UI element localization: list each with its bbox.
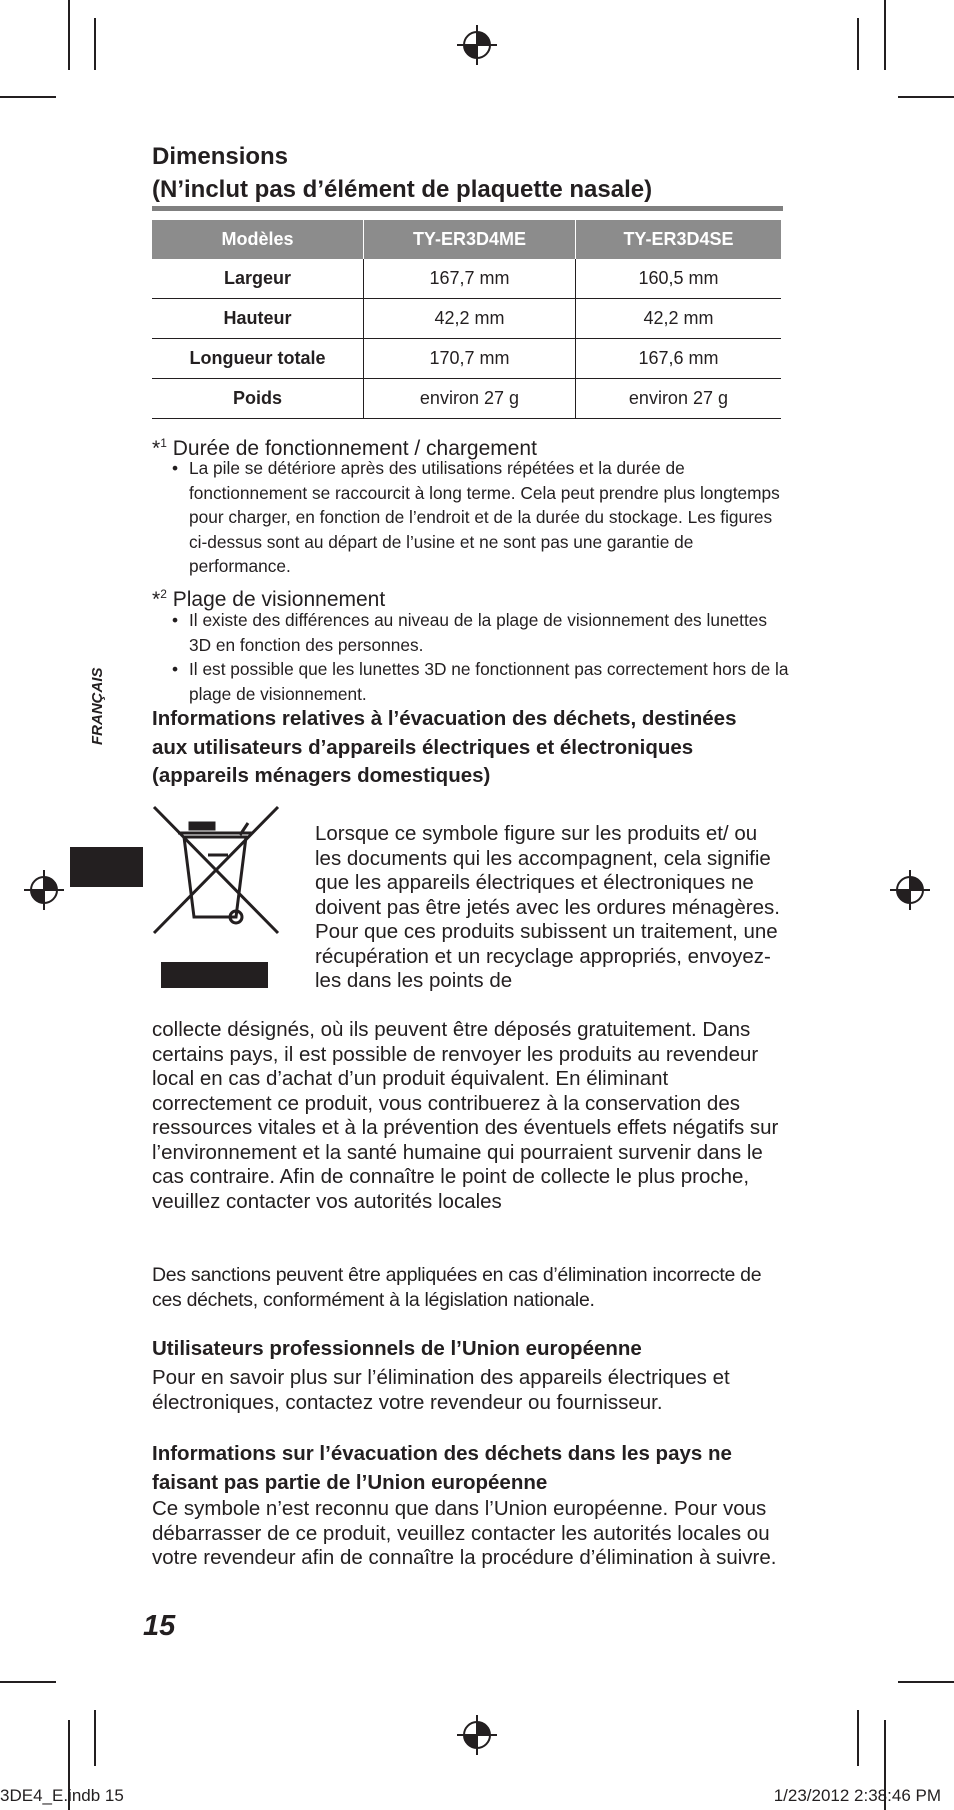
slug-timestamp: 1/23/2012 2:38:46 PM (773, 1786, 941, 1805)
table-header-row (152, 220, 781, 259)
dimensions-table (152, 220, 781, 419)
sanctions-paragraph: Des sanctions peuvent être appliquées en cas d’élimination incorrecte de ces déchets, conformément à la législation nationale. (152, 1264, 762, 1311)
registration-mark-icon (24, 870, 64, 910)
column-header: TY-ER3D4SE (575, 220, 781, 259)
registration-mark-icon (457, 25, 497, 65)
page-title (152, 140, 652, 206)
table-row (152, 259, 781, 299)
footnote-number: 2 (160, 587, 167, 601)
non-eu-heading: Informations sur l’évacuation des déchets dans les pays ne faisant pas partie de l’Union européenne (152, 1442, 732, 1494)
list-item: • Il est possible que les lunettes 3D ne fonctionnent pas correctement hors de la plage de visionnement. (152, 657, 792, 706)
disposal-paragraph-side: Lorsque ce symbole figure sur les produits et/ ou les documents qui les accompagnent, cela signifie que les appareils électriques et électroniques ne doivent pas être jetés avec les ordures ménagères. Pour que ces produits subissent un traitement, une récupération et un recyclage appropriés, envoyez-les dans les points de (315, 822, 780, 992)
crop-mark (0, 1681, 56, 1683)
table-cell: environ 27 g (575, 379, 781, 419)
registration-mark-icon (890, 870, 930, 910)
footnote-1-list (152, 456, 792, 579)
list-item: • La pile se détériore après des utilisations répétées et la durée de fonctionnement se raccourcit à long terme. Cela peut prendre plus longtemps pour charger, en fonction de l’endroit et de la durée du stockage. Les figures ci-dessus sont au départ de l’usine et ne sont pas une garantie de performance. (152, 456, 792, 579)
row-header: Longueur totale (152, 339, 364, 379)
table-row (152, 299, 781, 339)
crop-mark (898, 1681, 954, 1683)
footnote-2-list (152, 608, 792, 706)
table-cell: 42,2 mm (364, 299, 576, 339)
crop-mark (94, 1710, 96, 1766)
footnote-title: Durée de fonctionnement / chargement (172, 437, 537, 460)
column-header: TY-ER3D4ME (364, 220, 576, 259)
title-rule (152, 206, 783, 211)
footnote-marker: * (152, 437, 161, 460)
crop-mark (0, 96, 56, 98)
crop-mark (857, 1710, 859, 1766)
row-header: Largeur (152, 259, 364, 299)
row-header: Poids (152, 379, 364, 419)
table-row (152, 339, 781, 379)
footnote-marker: * (152, 588, 161, 611)
disposal-paragraph: collecte désignés, où ils peuvent être déposés gratuitement. Dans certains pays, il est possible de renvoyer les produits au revendeur local en cas d’achat d’un produit équivalent. En éliminant correctement ce produit, vous contribuerez à la conservation des ressources vitales et à la prévention des éventuels effets négatifs sur l’environnement et la santé humaine qui pourraient survenir dans le cas contraire. Afin de connaître le point de collecte le plus proche, veuillez contacter vos autorités locales (152, 1018, 779, 1213)
crop-mark (884, 0, 886, 70)
footnote-number: 1 (160, 436, 167, 450)
crossed-out-wheelie-bin-icon (152, 805, 280, 935)
table-cell: 170,7 mm (364, 339, 576, 379)
footnote-title: Plage de visionnement (172, 588, 386, 611)
table-row (152, 379, 781, 419)
table-cell: 42,2 mm (575, 299, 781, 339)
non-eu-paragraph: Ce symbole n’est reconnu que dans l’Union européenne. Pour vous débarrasser de ce produit, veuillez contacter les autorités locales ou votre revendeur afin de connaître la procédure d’élimination à suivre. (152, 1497, 777, 1569)
sidebar-tab (70, 847, 143, 887)
row-header: Hauteur (152, 299, 364, 339)
registration-mark-icon (457, 1715, 497, 1755)
table-cell: 167,7 mm (364, 259, 576, 299)
disposal-heading: Informations relatives à l’évacuation des déchets, destinées aux utilisateurs d’appareils électriques et électroniques (appareils ménagers domestiques) (152, 707, 737, 787)
pro-users-paragraph: Pour en savoir plus sur l’élimination des appareils électriques et électroniques, contactez votre revendeur ou fournisseur. (152, 1366, 730, 1414)
crop-mark (857, 18, 859, 70)
title-line-1: Dimensions (152, 143, 289, 170)
title-line-2: (N’inclut pas d’élément de plaquette nasale) (152, 176, 653, 203)
crop-mark (94, 18, 96, 70)
column-header: Modèles (152, 220, 364, 259)
crop-mark (898, 96, 954, 98)
symbol-bar (161, 962, 268, 988)
table-cell: environ 27 g (364, 379, 576, 419)
sidebar-language-label: FRANÇAIS (89, 667, 106, 745)
crop-mark (68, 0, 70, 70)
table-cell: 167,6 mm (575, 339, 781, 379)
page-number: 15 (143, 1610, 176, 1642)
pro-users-heading: Utilisateurs professionnels de l’Union européenne (152, 1337, 642, 1360)
slug-file: 3DE4_E.indb 15 (0, 1786, 124, 1805)
list-item: • Il existe des différences au niveau de la plage de visionnement des lunettes 3D en fonction des personnes. (152, 608, 792, 657)
table-cell: 160,5 mm (575, 259, 781, 299)
